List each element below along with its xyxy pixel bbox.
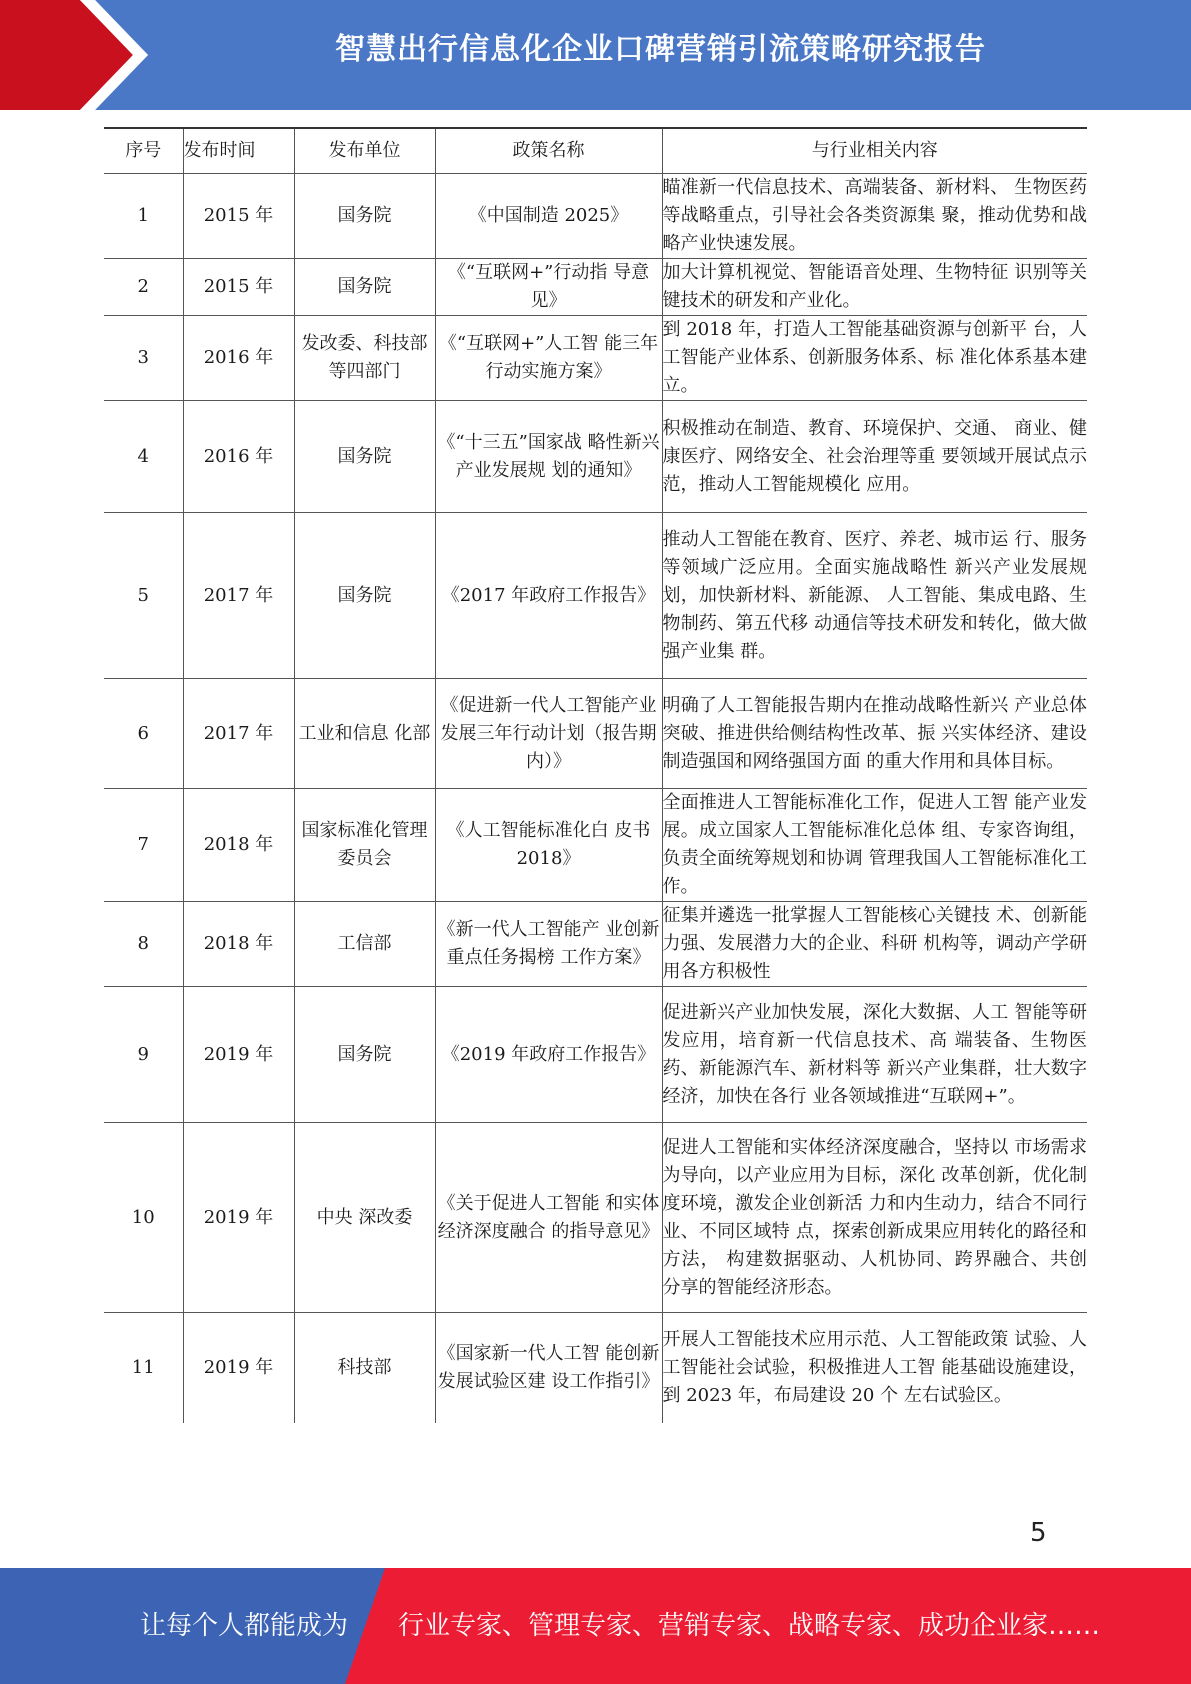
- row-index: 4: [104, 401, 183, 513]
- row-content: 明确了人工智能报告期内在推动战略性新兴 产业总体突破、推进供给侧结构性改革、振 兴实体经济、建设制造强国和网络强国方面 的重大作用和具体目标。: [662, 679, 1087, 789]
- row-time: 2018 年: [183, 902, 294, 987]
- row-policy-name: 《人工智能标准化白 皮书 2018》: [435, 789, 662, 902]
- row-content: 到 2018 年，打造人工智能基础资源与创新平 台，人工智能产业体系、创新服务体系、标 准化体系基本建立。: [662, 316, 1087, 401]
- col-header-index: 序号: [104, 128, 183, 174]
- col-header-policy: 政策名称: [435, 128, 662, 174]
- row-policy-name: 《中国制造 2025》: [435, 174, 662, 259]
- row-unit: 国务院: [294, 174, 435, 259]
- row-content: 积极推动在制造、教育、环境保护、交通、 商业、健康医疗、网络安全、社会治理等重 要领域开展试点示范，推动人工智能规模化 应用。: [662, 401, 1087, 513]
- row-time: 2019 年: [183, 1313, 294, 1423]
- row-policy-name: 《“互联网+”行动指 导意见》: [435, 259, 662, 316]
- col-header-time: 发布时间: [183, 128, 294, 174]
- row-time: 2015 年: [183, 259, 294, 316]
- row-time: 2015 年: [183, 174, 294, 259]
- report-title: 智慧出行信息化企业口碑营销引流策略研究报告: [335, 32, 986, 67]
- row-time: 2016 年: [183, 316, 294, 401]
- row-policy-name: 《国家新一代人工智 能创新发展试验区建 设工作指引》: [435, 1313, 662, 1423]
- row-unit: 发改委、科技部等四部门: [294, 316, 435, 401]
- row-unit: 科技部: [294, 1313, 435, 1423]
- row-index: 2: [104, 259, 183, 316]
- row-index: 6: [104, 679, 183, 789]
- col-header-unit: 发布单位: [294, 128, 435, 174]
- row-time: 2019 年: [183, 1123, 294, 1313]
- row-time: 2018 年: [183, 789, 294, 902]
- row-index: 10: [104, 1123, 183, 1313]
- page-number: 5: [1030, 1518, 1047, 1548]
- row-content: 全面推进人工智能标准化工作，促进人工智 能产业发展。成立国家人工智能标准化总体 组、专家咨询组，负责全面统筹规划和协调 管理我国人工智能标准化工作。: [662, 789, 1087, 902]
- table-row: [104, 902, 1087, 987]
- row-unit: 工业和信息 化部: [294, 679, 435, 789]
- row-index: 9: [104, 987, 183, 1123]
- table-header-row: [104, 128, 1087, 174]
- row-index: 8: [104, 902, 183, 987]
- row-time: 2017 年: [183, 513, 294, 679]
- row-content: 征集并遴选一批掌握人工智能核心关键技 术、创新能力强、发展潜力大的企业、科研 机构等，调动产学研用各方积极性: [662, 902, 1087, 987]
- row-unit: 国务院: [294, 513, 435, 679]
- row-time: 2017 年: [183, 679, 294, 789]
- footer-slogan-right: 行业专家、管理专家、营销专家、战略专家、成功企业家……: [398, 1611, 1101, 1641]
- col-header-content: 与行业相关内容: [662, 128, 1087, 174]
- row-policy-name: 《2017 年政府工作报告》: [435, 513, 662, 679]
- policy-table: [104, 127, 1087, 1423]
- table-row: [104, 259, 1087, 316]
- row-unit: 国务院: [294, 987, 435, 1123]
- row-index: 11: [104, 1313, 183, 1423]
- table-row: [104, 316, 1087, 401]
- row-unit: 国务院: [294, 401, 435, 513]
- page-footer: [0, 1568, 1191, 1684]
- row-index: 1: [104, 174, 183, 259]
- table-row: [104, 1123, 1087, 1313]
- row-content: 推动人工智能在教育、医疗、养老、城市运 行、服务等领域广泛应用。全面实施战略性 新兴产业发展规划，加快新材料、新能源、 人工智能、集成电路、生物制药、第五代移 动通信等技术研发和转化，做大做强产业集 群。: [662, 513, 1087, 679]
- row-policy-name: 《新一代人工智能产 业创新重点任务揭榜 工作方案》: [435, 902, 662, 987]
- table-row: [104, 679, 1087, 789]
- table-row: [104, 987, 1087, 1123]
- row-unit: 国家标准化管理委员会: [294, 789, 435, 902]
- row-policy-name: 《“十三五”国家战 略性新兴产业发展规 划的通知》: [435, 401, 662, 513]
- row-policy-name: 《促进新一代人工智能产业发展三年行动计划（报告期内）》: [435, 679, 662, 789]
- row-content: 促进人工智能和实体经济深度融合，坚持以 市场需求为导向，以产业应用为目标，深化 改革创新，优化制度环境，激发企业创新活 力和内生动力，结合不同行业、不同区域特 点，探索创新成果应用转化的路径和方法， 构建数据驱动、人机协同、跨界融合、共创 分享的智能经济形态。: [662, 1123, 1087, 1313]
- row-policy-name: 《关于促进人工智能 和实体经济深度融合 的指导意见》: [435, 1123, 662, 1313]
- row-time: 2016 年: [183, 401, 294, 513]
- table-row: [104, 513, 1087, 679]
- row-policy-name: 《“互联网+”人工智 能三年行动实施方案》: [435, 316, 662, 401]
- table-row: [104, 174, 1087, 259]
- page-header: [0, 0, 1191, 110]
- row-unit: 国务院: [294, 259, 435, 316]
- table-body: [104, 174, 1087, 1423]
- row-time: 2019 年: [183, 987, 294, 1123]
- row-unit: 中央 深改委: [294, 1123, 435, 1313]
- row-index: 7: [104, 789, 183, 902]
- row-content: 开展人工智能技术应用示范、人工智能政策 试验、人工智能社会试验，积极推进人工智 能基础设施建设，到 2023 年，布局建设 20 个 左右试验区。: [662, 1313, 1087, 1423]
- row-content: 加大计算机视觉、智能语音处理、生物特征 识别等关键技术的研发和产业化。: [662, 259, 1087, 316]
- table-row: [104, 401, 1087, 513]
- footer-slogan-left: 让每个人都能成为: [140, 1611, 349, 1641]
- row-index: 3: [104, 316, 183, 401]
- row-index: 5: [104, 513, 183, 679]
- table-row: [104, 789, 1087, 902]
- row-unit: 工信部: [294, 902, 435, 987]
- row-policy-name: 《2019 年政府工作报告》: [435, 987, 662, 1123]
- table-row: [104, 1313, 1087, 1423]
- row-content: 瞄准新一代信息技术、高端装备、新材料、 生物医药等战略重点，引导社会各类资源集 聚，推动优势和战略产业快速发展。: [662, 174, 1087, 259]
- row-content: 促进新兴产业加快发展，深化大数据、人工 智能等研发应用，培育新一代信息技术、高 端装备、生物医药、新能源汽车、新材料等 新兴产业集群，壮大数字经济，加快在各行 业各领域推进“互联网+”。: [662, 987, 1087, 1123]
